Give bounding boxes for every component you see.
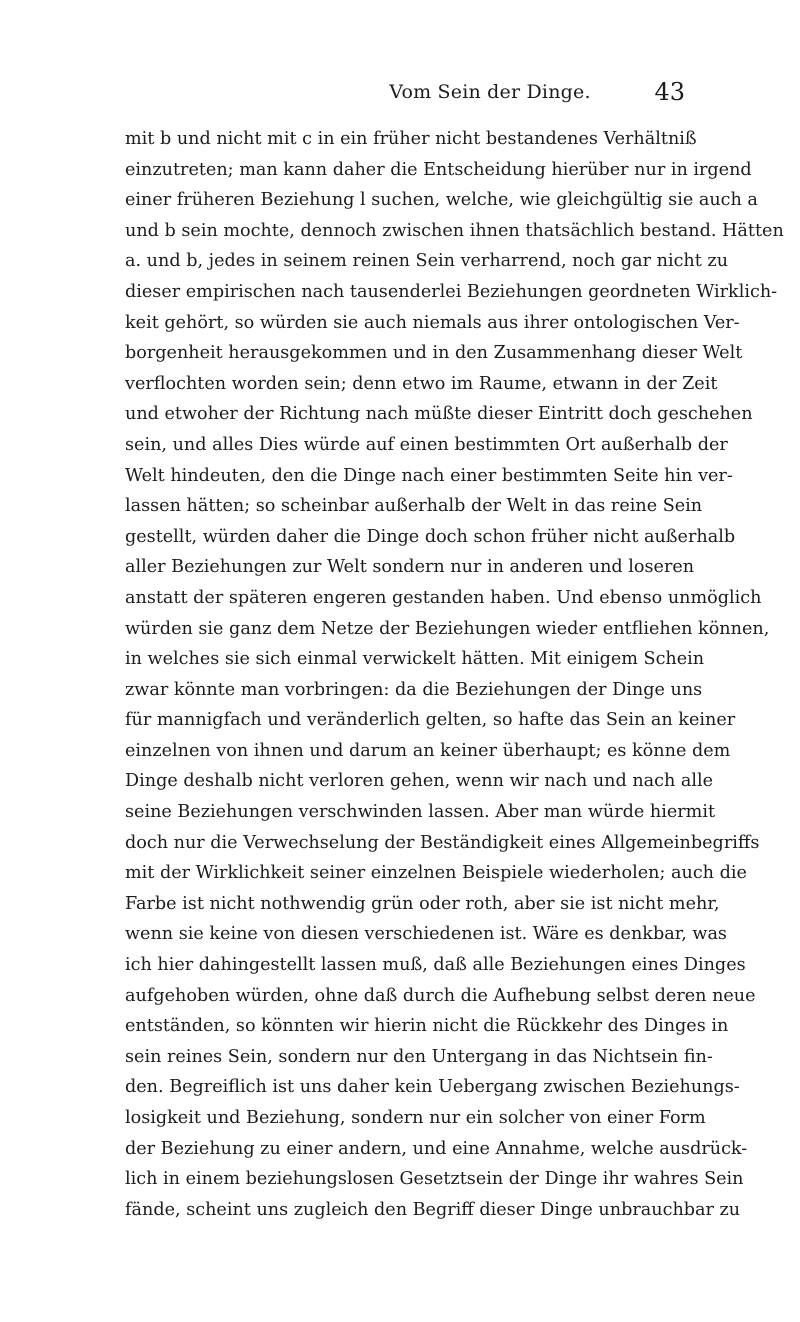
text-line: den. Begreiflich ist uns daher kein Uebergang zwischen Beziehungs-	[125, 1077, 740, 1098]
text-line: Welt hindeuten, den die Dinge nach einer bestimmten Seite hin ver-	[125, 465, 733, 486]
text-line: und b sein mochte, dennoch zwischen ihnen thatsächlich bestand. Hätten	[125, 220, 784, 241]
text-line: für mannigfach und veränderlich gelten, so hafte das Sein an keiner	[125, 710, 736, 731]
text-line: mit der Wirklichkeit seiner einzelnen Beispiele wiederholen; auch die	[125, 863, 747, 884]
running-title: Vom Sein der Dinge.	[389, 81, 591, 103]
text-line: mit b und nicht mit c in ein früher nicht bestandenes Verhältniß	[125, 129, 697, 149]
text-line: einzelnen von ihnen und darum an keiner überhaupt; es könne dem	[125, 740, 731, 761]
text-line: gestellt, würden daher die Dinge doch schon früher nicht außerhalb	[125, 526, 736, 547]
text-line: in welches sie sich einmal verwickelt hätten. Mit einigem Schein	[125, 649, 705, 670]
text-line: anstatt der späteren engeren gestanden haben. Und ebenso unmöglich	[125, 587, 762, 608]
text-line: lassen hätten; so scheinbar außerhalb der Welt in das reine Sein	[125, 496, 703, 517]
text-line: losigkeit und Beziehung, sondern nur ein solcher von einer Form	[125, 1108, 706, 1128]
text-line: dieser empirischen nach tausenderlei Beziehungen geordneten Wirklich-	[125, 281, 778, 302]
text-line: Farbe ist nicht nothwendig grün oder roth, aber sie ist nicht mehr,	[125, 893, 720, 914]
text-line: verflochten worden sein; denn etwo im Raume, etwann in der Zeit	[125, 373, 718, 394]
text-line: einzutreten; man kann daher die Entscheidung hierüber nur in irgend	[125, 159, 752, 180]
text-line: lich in einem beziehungslosen Gesetztsein der Dinge ihr wahres Sein	[125, 1169, 744, 1190]
text-line: sein reines Sein, sondern nur den Untergang in das Nichtsein fin-	[125, 1046, 713, 1067]
text-line: sein, und alles Dies würde auf einen bestimmten Ort außerhalb der	[125, 434, 728, 455]
text-line: wenn sie keine von diesen verschiedenen ist. Wäre es denkbar, was	[125, 924, 727, 945]
text-line: doch nur die Verwechselung der Beständigkeit eines Allgemeinbegriffs	[125, 832, 760, 853]
text-line: würden sie ganz dem Netze der Beziehungen wieder entfliehen können,	[125, 618, 770, 639]
page-number: 43	[654, 78, 685, 106]
text-line: der Beziehung zu einer andern, und eine Annahme, welche ausdrück-	[125, 1138, 748, 1159]
text-line: fände, scheint uns zugleich den Begriff dieser Dinge unbrauchbar zu	[125, 1199, 741, 1220]
text-line: Dinge deshalb nicht verloren gehen, wenn wir nach und nach alle	[125, 771, 714, 792]
text-line: borgenheit herausgekommen und in den Zusammenhang dieser Welt	[125, 343, 743, 364]
text-line: keit gehört, so würden sie auch niemals aus ihrer ontologischen Ver-	[125, 312, 740, 333]
text-line: seine Beziehungen verschwinden lassen. Aber man würde hiermit	[125, 802, 716, 823]
text-line: zwar könnte man vorbringen: da die Beziehungen der Dinge uns	[125, 679, 703, 700]
text-line: aufgehoben würden, ohne daß durch die Aufhebung selbst deren neue	[125, 985, 756, 1006]
text-line: und etwoher der Richtung nach müßte dieser Eintritt doch geschehen	[125, 404, 753, 425]
text-line: a. und b, jedes in seinem reinen Sein verharrend, noch gar nicht zu	[125, 251, 729, 272]
text-line: einer früheren Beziehung l suchen, welche, wie gleichgültig sie auch a	[125, 190, 758, 211]
text-line: ich hier dahingestellt lassen muß, daß alle Beziehungen eines Dinges	[125, 955, 746, 976]
text-line: entständen, so könnten wir hierin nicht die Rückkehr des Dinges in	[125, 1016, 729, 1037]
body-text	[125, 124, 784, 1225]
text-line: aller Beziehungen zur Welt sondern nur in anderen und loseren	[125, 557, 695, 578]
running-head	[125, 80, 685, 114]
